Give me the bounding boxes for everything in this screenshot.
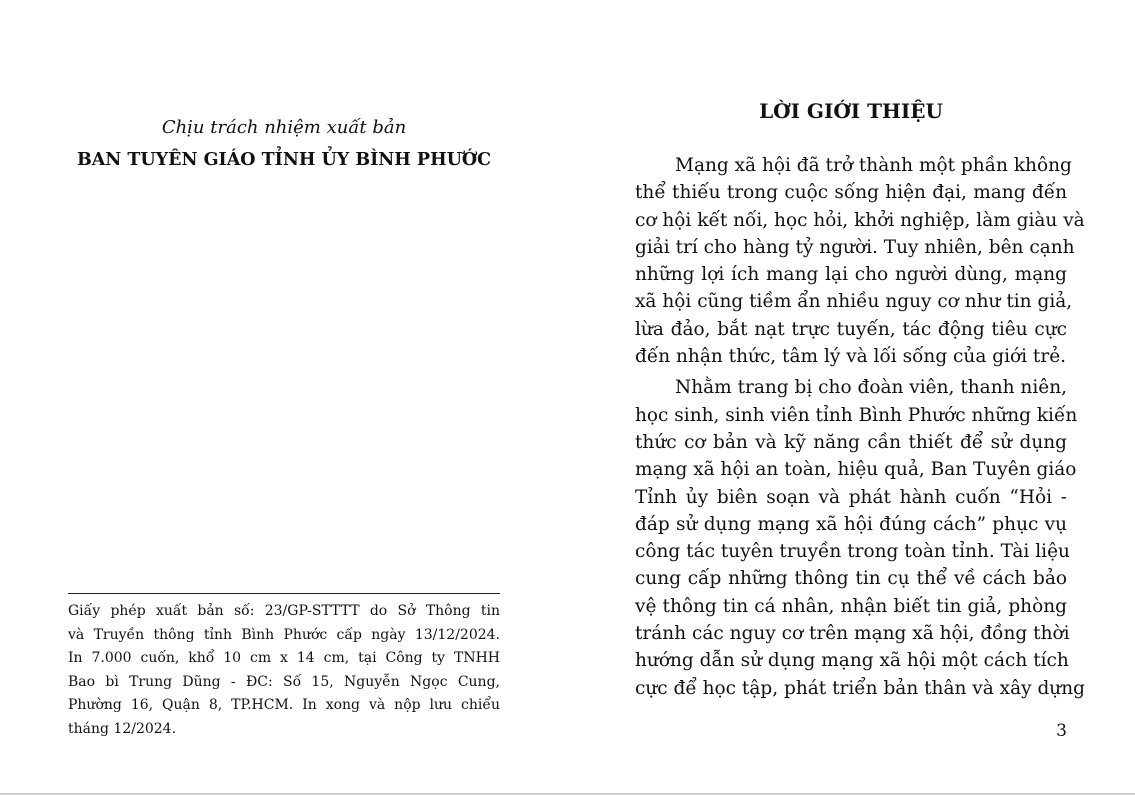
publisher-responsibility-label: Chịu trách nhiệm xuất bản: [161, 117, 407, 138]
publisher-name: BAN TUYÊN GIÁO TỈNH ỦY BÌNH PHƯỚC: [76, 150, 492, 170]
text-line: đáp sử dụng mạng xã hội đúng cách” phục vụ: [635, 513, 1067, 535]
page-number: 3: [1056, 721, 1067, 741]
text-line: thể thiếu trong cuộc sống hiện đại, mang đến: [635, 182, 1067, 204]
text-line: giải trí cho hàng tỷ người. Tuy nhiên, bên cạnh: [635, 236, 1075, 258]
right-page: [567, 0, 1135, 795]
text-line: Tỉnh ủy biên soạn và phát hành cuốn “Hỏi -: [635, 486, 1067, 508]
text-line: công tác tuyên truyền trong toàn tỉnh. Tài liệu: [635, 541, 1070, 563]
publishing-license-text: [68, 600, 500, 741]
text-line: Mạng xã hội đã trở thành một phần không: [675, 155, 1072, 176]
text-line: đến nhận thức, tâm lý và lối sống của giới trẻ.: [635, 346, 1067, 368]
text-line: mạng xã hội an toàn, hiệu quả, Ban Tuyên giáo: [635, 459, 1077, 481]
text-line: vệ thông tin cá nhân, nhận biết tin giả, phòng: [635, 595, 1067, 617]
text-line: thức cơ bản và kỹ năng cần thiết để sử dụng: [635, 431, 1067, 453]
text-line: cực để học tập, phát triển bản thân và xây dựng: [635, 677, 1085, 699]
license-line: tháng 12/2024.: [68, 720, 177, 737]
license-line: Giấy phép xuất bản số: 23/GP-STTTT do Sở Thông tin: [68, 603, 500, 619]
text-line: Nhằm trang bị cho đoàn viên, thanh niên,: [675, 377, 1067, 399]
chapter-title: LỜI GIỚI THIỆU: [759, 99, 943, 123]
text-line: cung cấp những thông tin cụ thể về cách bảo: [635, 568, 1067, 590]
text-line: lừa đảo, bắt nạt trực tuyến, tác động tiêu cực: [635, 318, 1067, 340]
license-line: In 7.000 cuốn, khổ 10 cm x 14 cm, tại Công ty TNHH: [68, 650, 500, 666]
introduction-body: [635, 152, 1085, 706]
paragraph-1: [635, 152, 1085, 370]
license-line: Phường 16, Quận 8, TP.HCM. In xong và nộp lưu chiểu: [68, 697, 500, 713]
paragraph-2: [635, 374, 1085, 702]
license-line: và Truyền thông tỉnh Bình Phước cấp ngày 13/12/2024.: [68, 626, 500, 643]
license-divider: [68, 593, 500, 594]
text-line: tránh các nguy cơ trên mạng xã hội, đồng thời: [635, 623, 1070, 645]
text-line: học sinh, sinh viên tỉnh Bình Phước những kiến: [635, 404, 1078, 426]
text-line: cơ hội kết nối, học hỏi, khởi nghiệp, làm giàu và: [635, 209, 1085, 231]
text-line: những lợi ích mang lại cho người dùng, mạng: [635, 264, 1067, 286]
text-line: xã hội cũng tiềm ẩn nhiều nguy cơ như tin giả,: [635, 291, 1073, 313]
license-line: Bao bì Trung Dũng - ĐC: Số 15, Nguyễn Ngọc Cung,: [68, 673, 500, 690]
left-page: [0, 0, 567, 795]
text-line: hướng dẫn sử dụng mạng xã hội một cách tích: [635, 650, 1069, 672]
